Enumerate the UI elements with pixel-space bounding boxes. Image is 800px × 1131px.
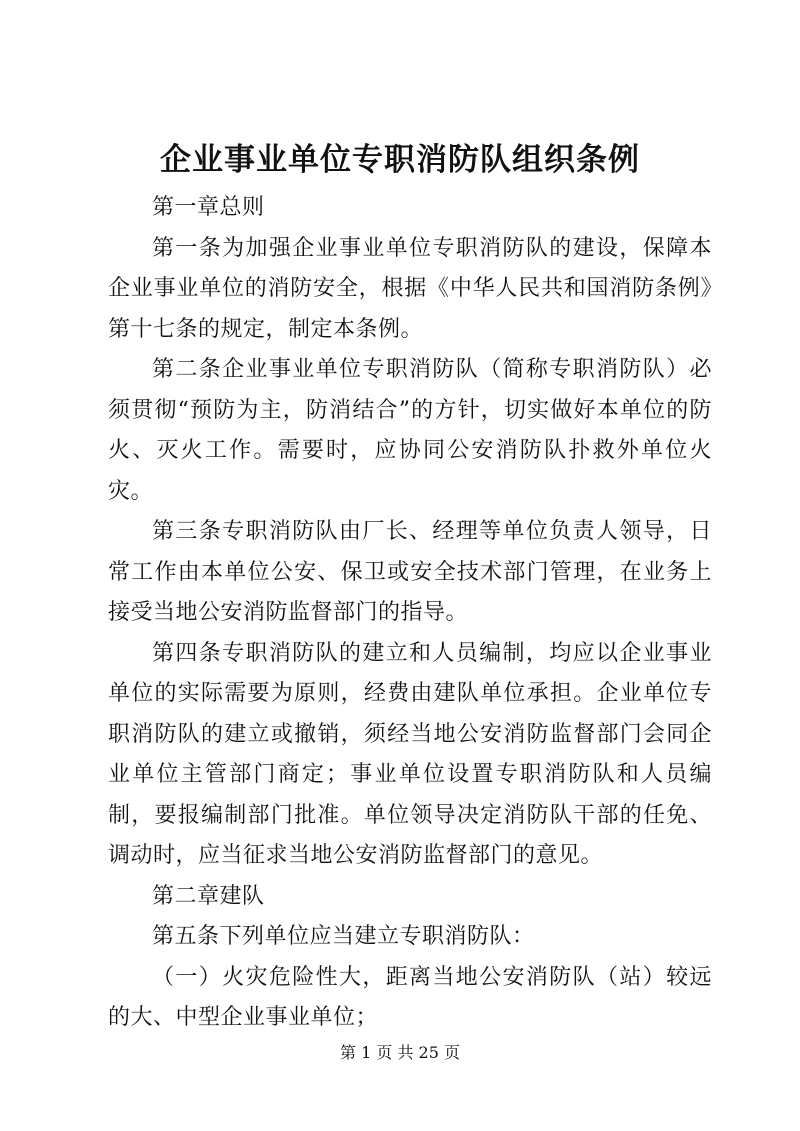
article-5-paragraph: 第五条下列单位应当建立专职消防队： <box>152 924 535 949</box>
document-title: 企业事业单位专职消防队组织条例 <box>160 142 640 178</box>
chapter-heading-general: 第一章总则 <box>152 195 265 220</box>
chapter-heading-team-building: 第二章建队 <box>152 883 265 909</box>
article-3-paragraph: 第三条专职消防队由厂长、经理等单位负责人领导，日常工作由本单位公安、保卫或安全技术部门管理，在业务上接受当地公安消防监督部门的指导。 <box>108 519 712 625</box>
article-2-paragraph: 第二条企业事业单位专职消防队（简称专职消防队）必须贯彻“预防为主，防消结合”的方针，切实做好本单位的防火、灭火工作。需要时，应协同公安消防队扑救外单位火灾。 <box>108 357 712 504</box>
article-4-paragraph: 第四条专职消防队的建立和人员编制，均应以企业事业单位的实际需要为原则，经费由建队单位承担。企业单位专职消防队的建立或撤销，须经当地公安消防监督部门会同企业单位主管部门商定；事业单位设置专职消防队和人员编制，要报编制部门批准。单位领导决定消防队干部的任免、调动时，应当征求当地公安消防监督部门的意见。 <box>108 640 712 868</box>
document-body <box>108 188 712 1039</box>
article-5-item-1: （一）火灾危险性大，距离当地公安消防队（站）较远的大、中型企业事业单位； <box>108 964 712 1030</box>
article-1-paragraph: 第一条为加强企业事业单位专职消防队的建设，保障本企业事业单位的消防安全，根据《中华人民共和国消防条例》第十七条的规定，制定本条例。 <box>108 235 712 342</box>
page-number-footer: 第 1 页 共 25 页 <box>340 1043 460 1062</box>
